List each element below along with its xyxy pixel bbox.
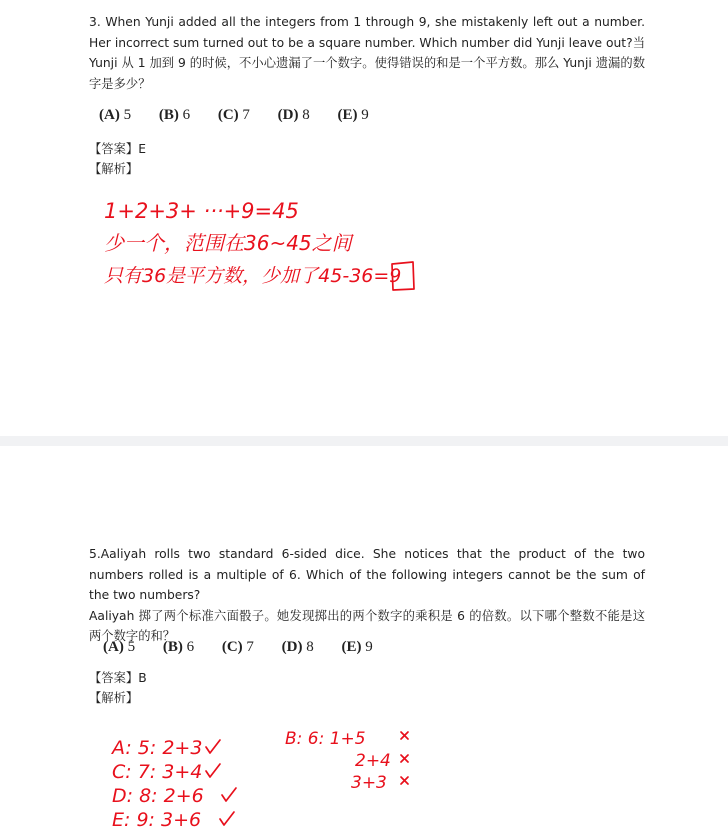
check-icon <box>220 812 234 825</box>
handwriting-left-1: A: 5: 2+3 <box>112 737 203 759</box>
page-separator <box>0 436 728 446</box>
question-5-choices <box>103 639 397 656</box>
choice-d: (D) 8 <box>281 639 314 655</box>
handwriting-right-2: 3+3 <box>351 773 387 793</box>
question-5-chinese: Aaliyah 掷了两个标准六面骰子。她发现掷出的两个数字的乘积是 6 的倍数。以下哪个整数不能是这两个数字的和？ <box>89 608 645 643</box>
check-icon <box>206 764 220 777</box>
check-icon <box>222 788 236 801</box>
choice-e: (E) 9 <box>341 639 373 655</box>
choice-a: (A) 5 <box>99 107 132 123</box>
question-3-chinese: 当 Yunji 从 1 加到 9 的时候，不小心遗漏了一个数字。使得错误的和是一个平方数。那么 Yunji 遗漏的数字是多少？ <box>89 35 645 91</box>
question-5-answer: 【答案】B <box>89 671 147 685</box>
question-3-answer: 【答案】E <box>89 142 146 156</box>
handwriting-left-4: E: 9: 3+6 <box>112 809 202 831</box>
handwriting-left-3: D: 8: 2+6 <box>112 785 204 807</box>
question-3-english: 3. When Yunji added all the integers from 1 through 9, she mistakenly left out a number. Her incorrect sum turned out to be a square number. Which number did Yunji leave out? <box>89 15 645 50</box>
check-icon <box>206 740 220 753</box>
cross-icon <box>401 755 408 762</box>
choice-d: (D) 8 <box>277 107 310 123</box>
choice-b: (B) 6 <box>158 107 191 123</box>
question-5-handwriting-left <box>108 726 258 836</box>
choice-b: (B) 6 <box>162 639 195 655</box>
choice-e: (E) 9 <box>337 107 369 123</box>
question-3-analysis-label: 【解析】 <box>89 162 139 176</box>
question-5-english: 5.Aaliyah rolls two standard 6-sided dice. She notices that the product of the two numbers rolled is a multiple of 6. Which of the following integers cannot be the sum of the two numbers? <box>89 547 645 602</box>
question-3-handwritten-solution <box>100 190 430 300</box>
handwriting-right-1: 2+4 <box>355 751 391 771</box>
question-3-choices <box>99 107 393 124</box>
document-page-2 <box>0 446 728 832</box>
question-5-text <box>89 544 645 647</box>
cross-icon <box>401 732 408 739</box>
question-5-handwriting-right <box>285 724 425 794</box>
choice-c: (C) 7 <box>221 639 254 655</box>
handwriting-line-1: 1+2+3+ ···+9=45 <box>104 199 299 223</box>
choice-a: (A) 5 <box>103 639 136 655</box>
question-5-analysis-label: 【解析】 <box>89 691 139 705</box>
question-3-text <box>89 12 645 94</box>
handwriting-right-head: B: 6: 1+5 <box>285 729 366 749</box>
handwriting-left-2: C: 7: 3+4 <box>112 761 203 783</box>
handwriting-line-2: 少一个，范围在36~45之间 <box>104 231 352 255</box>
handwriting-line-3: 只有36是平方数，少加了45-36=9 <box>104 265 402 287</box>
cross-icon <box>401 777 408 784</box>
choice-c: (C) 7 <box>217 107 250 123</box>
